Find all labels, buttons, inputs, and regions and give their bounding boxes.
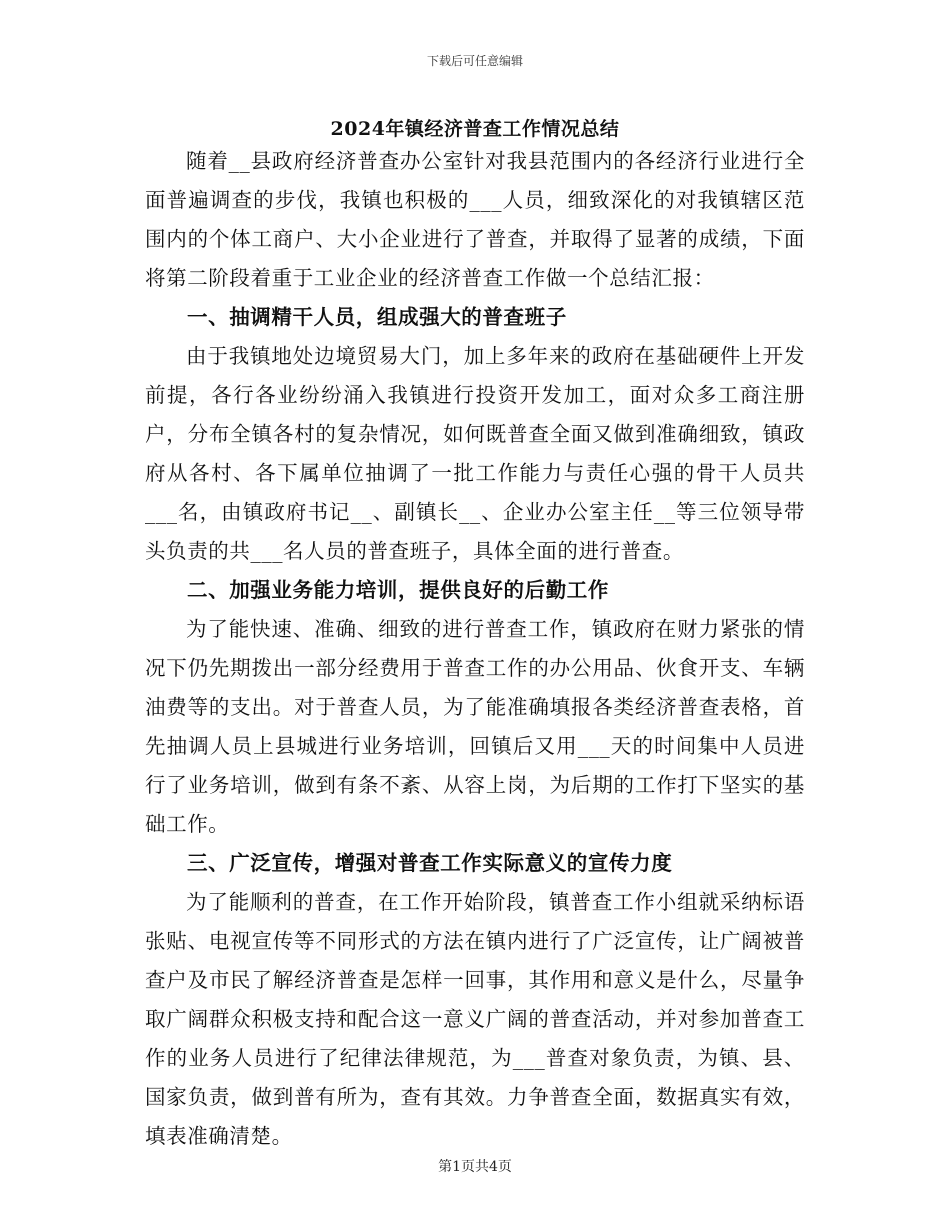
section-heading-1: 一、抽调精干人员，组成强大的普查班子	[187, 305, 567, 329]
section-body-3: 为了能顺利的普查，在工作开始阶段，镇普查工作小组就采纳标语张贴、电视宣传等不同形式的方法在镇内进行了广泛宣传，让广阔被普查户及市民了解经济普查是怎样一回事，其作用和意义是什么，尽量争取广阔群众积极支持和配合这一意义广阔的普查活动，并对参加普查工作的业务人员进行了纪律法律规范，为___普查对象负责，为镇、县、国家负责，做到普有所为，查有其效。力争普查全面，数据真实有效，填表准确清楚。	[145, 890, 805, 1148]
page-number: 第1页共4页	[438, 1159, 512, 1175]
section-body-1: 由于我镇地处边境贸易大门，加上多年来的政府在基础硬件上开发前提，各行各业纷纷涌入我镇进行投资开发加工，面对众多工商注册户，分布全镇各村的复杂情况，如何既普查全面又做到准确细致，镇政府从各村、各下属单位抽调了一批工作能力与责任心强的骨干人员共___名，由镇政府书记__、副镇长__、企业办公室主任__等三位领导带头负责的共___名人员的普查班子，具体全面的进行普查。	[145, 344, 805, 563]
section-heading-3: 三、广泛宣传，增强对普查工作实际意义的宣传力度	[187, 851, 673, 875]
section-body-2: 为了能快速、准确、细致的进行普查工作，镇政府在财力紧张的情况下仍先期拨出一部分经费用于普查工作的办公用品、伙食开支、车辆油费等的支出。对于普查人员，为了能准确填报各类经济普查表格，首先抽调人员上县城进行业务培训，回镇后又用___天的时间集中人员进行了业务培训，做到有条不紊、从容上岗，为后期的工作打下坚实的基础工作。	[145, 617, 805, 836]
intro-paragraph: 随着__县政府经济普查办公室针对我县范围内的各经济行业进行全面普遍调查的步伐，我镇也积极的___人员，细致深化的对我镇辖区范围内的个体工商户、大小企业进行了普查，并取得了显著的成绩，下面将第二阶段着重于工业企业的经济普查工作做一个总结汇报：	[145, 149, 805, 290]
section-heading-2: 二、加强业务能力培训，提供良好的后勤工作	[187, 578, 609, 602]
document-body	[145, 142, 805, 1156]
document-title: 2024年镇经济普查工作情况总结	[330, 118, 620, 140]
page-header-note: 下载后可任意编辑	[426, 54, 523, 68]
